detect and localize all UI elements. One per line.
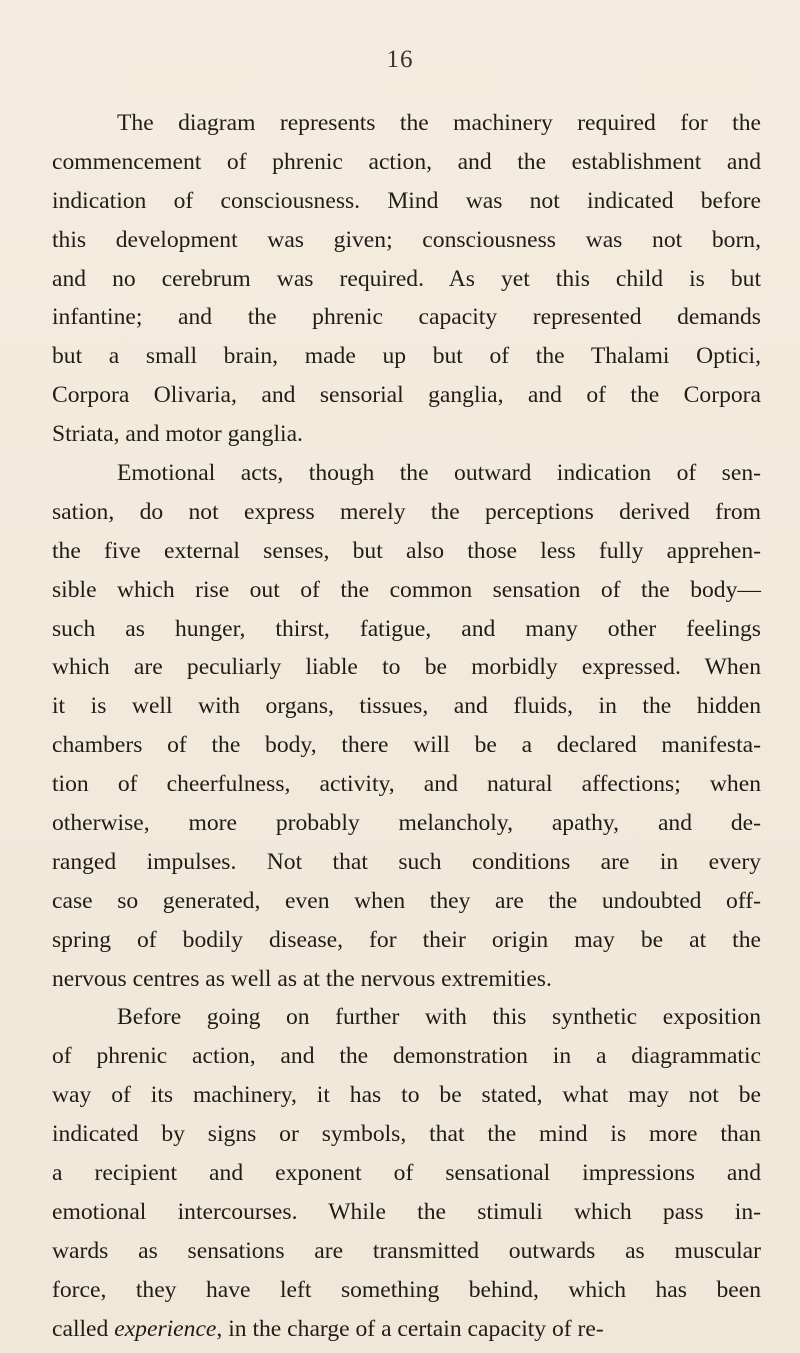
body-text (52, 104, 761, 1349)
text-fragment: , in the charge of a certain capacity of re- (216, 1315, 604, 1342)
text-line: spring of bodily disease, for their origin may be at the (52, 926, 761, 953)
text-line: emotional intercourses. While the stimuli which pass in- (52, 1198, 761, 1225)
text-line: infantine; and the phrenic capacity represented demands (52, 304, 761, 331)
text-line: chambers of the body, there will be a declared manifesta- (52, 732, 761, 759)
text-line: way of its machinery, it has to be stated, what may not be (52, 1082, 761, 1109)
text-line: nervous centres as well as at the nervous extremities. (52, 965, 552, 992)
paragraph-1 (52, 104, 761, 454)
text-line: otherwise, more probably melancholy, apathy, and de- (52, 810, 761, 837)
text-line: sation, do not express merely the perceptions derived from (52, 498, 761, 525)
paragraph-3 (52, 998, 761, 1348)
text-line: The diagram represents the machinery required for the (117, 110, 761, 136)
text-line: such as hunger, thirst, fatigue, and many other feelings (52, 615, 761, 642)
text-line: Emotional acts, though the outward indication of sen- (117, 460, 761, 487)
page-number: 16 (386, 46, 414, 73)
paragraph-2 (52, 454, 761, 998)
text-line: Corpora Olivaria, and sensorial ganglia, and of the Corpora (52, 382, 761, 409)
text-line: Before going on further with this synthetic exposition (117, 1004, 761, 1031)
text-line: the five external senses, but also those less fully apprehen- (52, 537, 761, 564)
emphasis-word: experience (114, 1315, 217, 1342)
text-line: and no cerebrum was required. As yet this child is but (52, 265, 761, 292)
text-line-final (52, 1310, 761, 1349)
text-line: this development was given; consciousness was not born, (52, 226, 761, 253)
text-line: but a small brain, made up but of the Thalami Optici, (52, 343, 761, 370)
text-line: wards as sensations are transmitted outwards as muscular (52, 1237, 761, 1264)
text-line: Striata, and motor ganglia. (52, 421, 303, 448)
text-line: case so generated, even when they are the undoubted off- (52, 887, 761, 914)
text-line: tion of cheerfulness, activity, and natural affections; when (52, 771, 761, 798)
text-line: of phrenic action, and the demonstration in a diagrammatic (52, 1043, 761, 1070)
text-line: it is well with organs, tissues, and fluids, in the hidden (52, 693, 761, 720)
text-line: which are peculiarly liable to be morbidly expressed. When (52, 654, 761, 681)
text-fragment: called (52, 1315, 115, 1342)
text-line: commencement of phrenic action, and the establishment and (52, 148, 761, 175)
text-line: sible which rise out of the common sensation of the body— (52, 576, 761, 603)
text-line: ranged impulses. Not that such conditions are in every (52, 848, 761, 875)
text-line: force, they have left something behind, which has been (52, 1276, 761, 1303)
text-line: indication of consciousness. Mind was not indicated before (52, 187, 761, 214)
text-line: indicated by signs or symbols, that the mind is more than (52, 1121, 761, 1148)
text-line: a recipient and exponent of sensational impressions and (52, 1160, 761, 1187)
